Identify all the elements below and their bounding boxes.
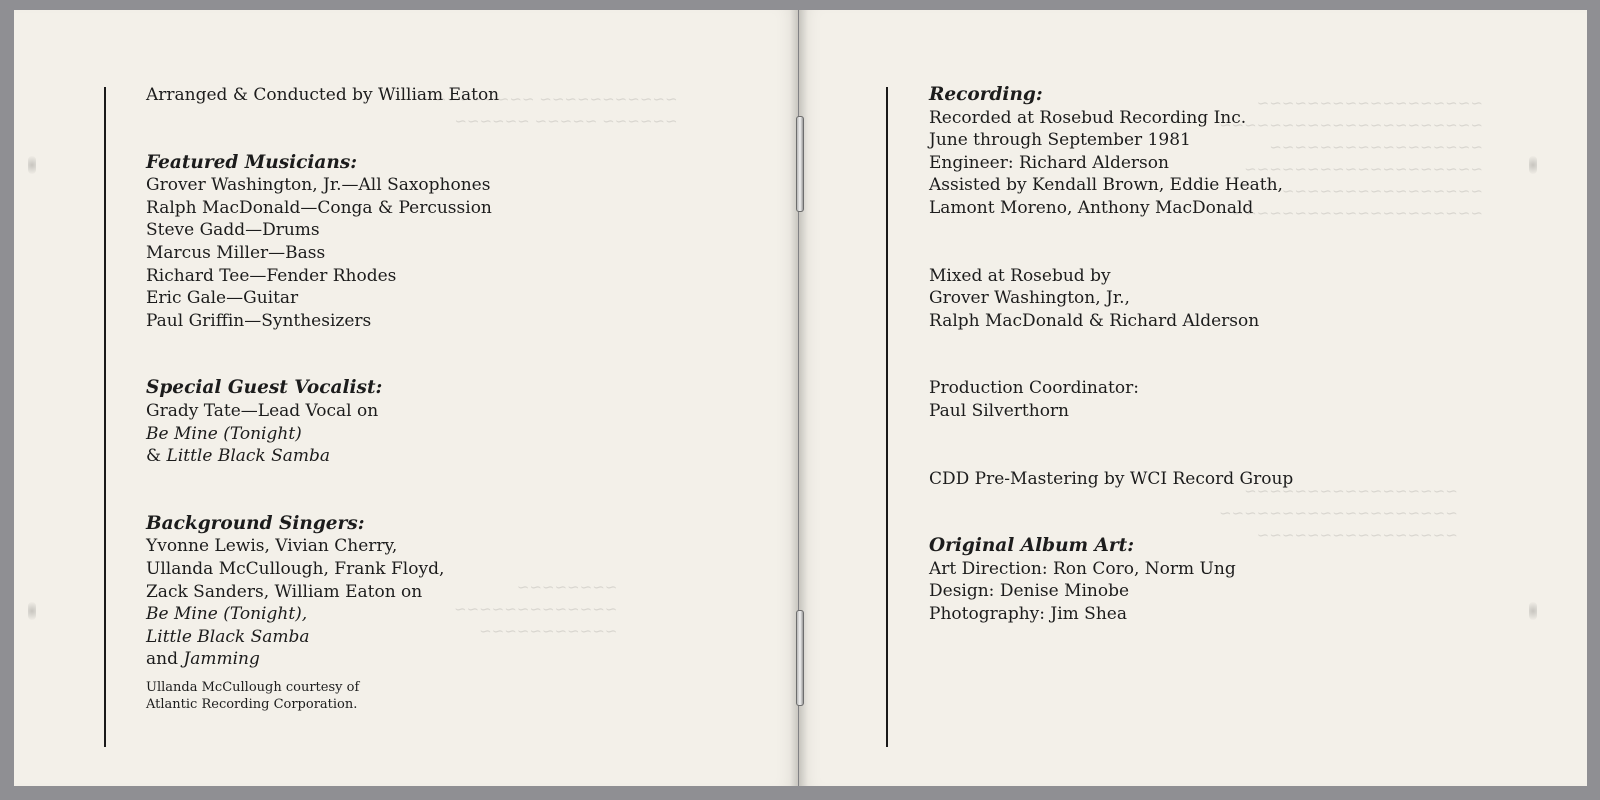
singers-line: Ullanda McCullough, Frank Floyd, (146, 558, 445, 579)
recording-line: June through September 1981 (929, 130, 1191, 151)
musician-line: Richard Tee—Fender Rhodes (146, 265, 397, 286)
recording-line: Recorded at Rosebud Recording Inc. (929, 107, 1247, 128)
left-credits-column (146, 84, 706, 714)
singers-line: Yvonne Lewis, Vivian Cherry, (146, 536, 398, 557)
mixed-line: Mixed at Rosebud by (929, 265, 1111, 286)
and-prefix: and (146, 649, 184, 670)
recording-line: Assisted by Kendall Brown, Eddie Heath, (929, 175, 1283, 196)
mixed-line: Ralph MacDonald & Richard Alderson (929, 310, 1260, 331)
right-vertical-rule (886, 87, 888, 747)
production-coordinator-name: Paul Silverthorn (929, 400, 1070, 421)
song-title: Be Mine (Tonight), (146, 604, 308, 625)
recording-line: Lamont Moreno, Anthony MacDonald (929, 197, 1254, 218)
show-through-decoration: ~~~~~~~~ ~~~~~~~~~~~~~ ~~~~~~~~~~~ (454, 578, 618, 640)
background-singers-heading: Background Singers: (146, 512, 365, 534)
show-through-decoration: ~~~~~~~~~~~ ~~~~~~~~ ~~~~~~ ~~~~~ ~~~~~~ (434, 90, 678, 130)
mastering-credit: CDD Pre-Mastering by WCI Record Group (929, 468, 1294, 489)
ampersand-prefix: & (146, 446, 167, 467)
singers-line: Zack Sanders, William Eaton on (146, 581, 423, 602)
guest-vocalist-heading: Special Guest Vocalist: (146, 377, 383, 399)
recording-line: Engineer: Richard Alderson (929, 152, 1169, 173)
song-title: Be Mine (Tonight) (146, 423, 302, 444)
show-through-decoration: ~~~~~~~~~~~~~~~~~~ ~~~~~~~~~~~~~~~~~~~~~ ~~~~~~~~~~~~~~~~~ ~~~~~~~~~~~~~~~~~~~ ~~~~~~~~~~~~~~~~ ~~~~~~~~~~~~~~~~~~~~ (1219, 94, 1483, 222)
guest-vocalist-line (146, 445, 706, 468)
staple (796, 610, 804, 706)
binding-hole-decoration (28, 156, 36, 174)
album-art-heading: Original Album Art: (929, 535, 1135, 557)
mixed-line: Grover Washington, Jr., (929, 288, 1130, 309)
courtesy-note: Atlantic Recording Corporation. (146, 697, 358, 713)
binding-hole-decoration (1529, 602, 1537, 620)
courtesy-note: Ullanda McCullough courtesy of (146, 679, 360, 695)
musician-line: Paul Griffin—Synthesizers (146, 310, 372, 331)
musician-line: Ralph MacDonald—Conga & Percussion (146, 197, 492, 218)
musician-line: Steve Gadd—Drums (146, 220, 320, 241)
musician-line: Eric Gale—Guitar (146, 288, 299, 309)
musician-line: Marcus Miller—Bass (146, 242, 326, 263)
staple (796, 116, 804, 212)
binding-hole-decoration (1529, 156, 1537, 174)
album-art-line: Design: Denise Minobe (929, 581, 1130, 602)
album-art-line: Photography: Jim Shea (929, 603, 1127, 624)
featured-musicians-heading: Featured Musicians: (146, 151, 358, 173)
singers-line (146, 648, 706, 671)
album-art-line: Art Direction: Ron Coro, Norm Ung (929, 558, 1236, 579)
production-coordinator-label: Production Coordinator: (929, 378, 1139, 399)
recording-heading: Recording: (929, 84, 1043, 105)
arranged-credit: Arranged & Conducted by William Eaton (146, 85, 500, 105)
show-through-decoration: ~~~~~~~~~~~~~~~~~ ~~~~~~~~~~~~~~~~~~~ ~~~~~~~~~~~~~~~~ (1219, 482, 1458, 544)
song-title: Little Black Samba (166, 446, 331, 467)
guest-vocalist-line: Grady Tate—Lead Vocal on (146, 400, 379, 421)
right-credits-column (929, 84, 1489, 626)
binding-hole-decoration (28, 602, 36, 620)
musician-line: Grover Washington, Jr.—All Saxophones (146, 175, 491, 196)
song-title: Little Black Samba (146, 626, 310, 647)
song-title: Jamming (183, 649, 260, 670)
left-vertical-rule (104, 87, 106, 747)
